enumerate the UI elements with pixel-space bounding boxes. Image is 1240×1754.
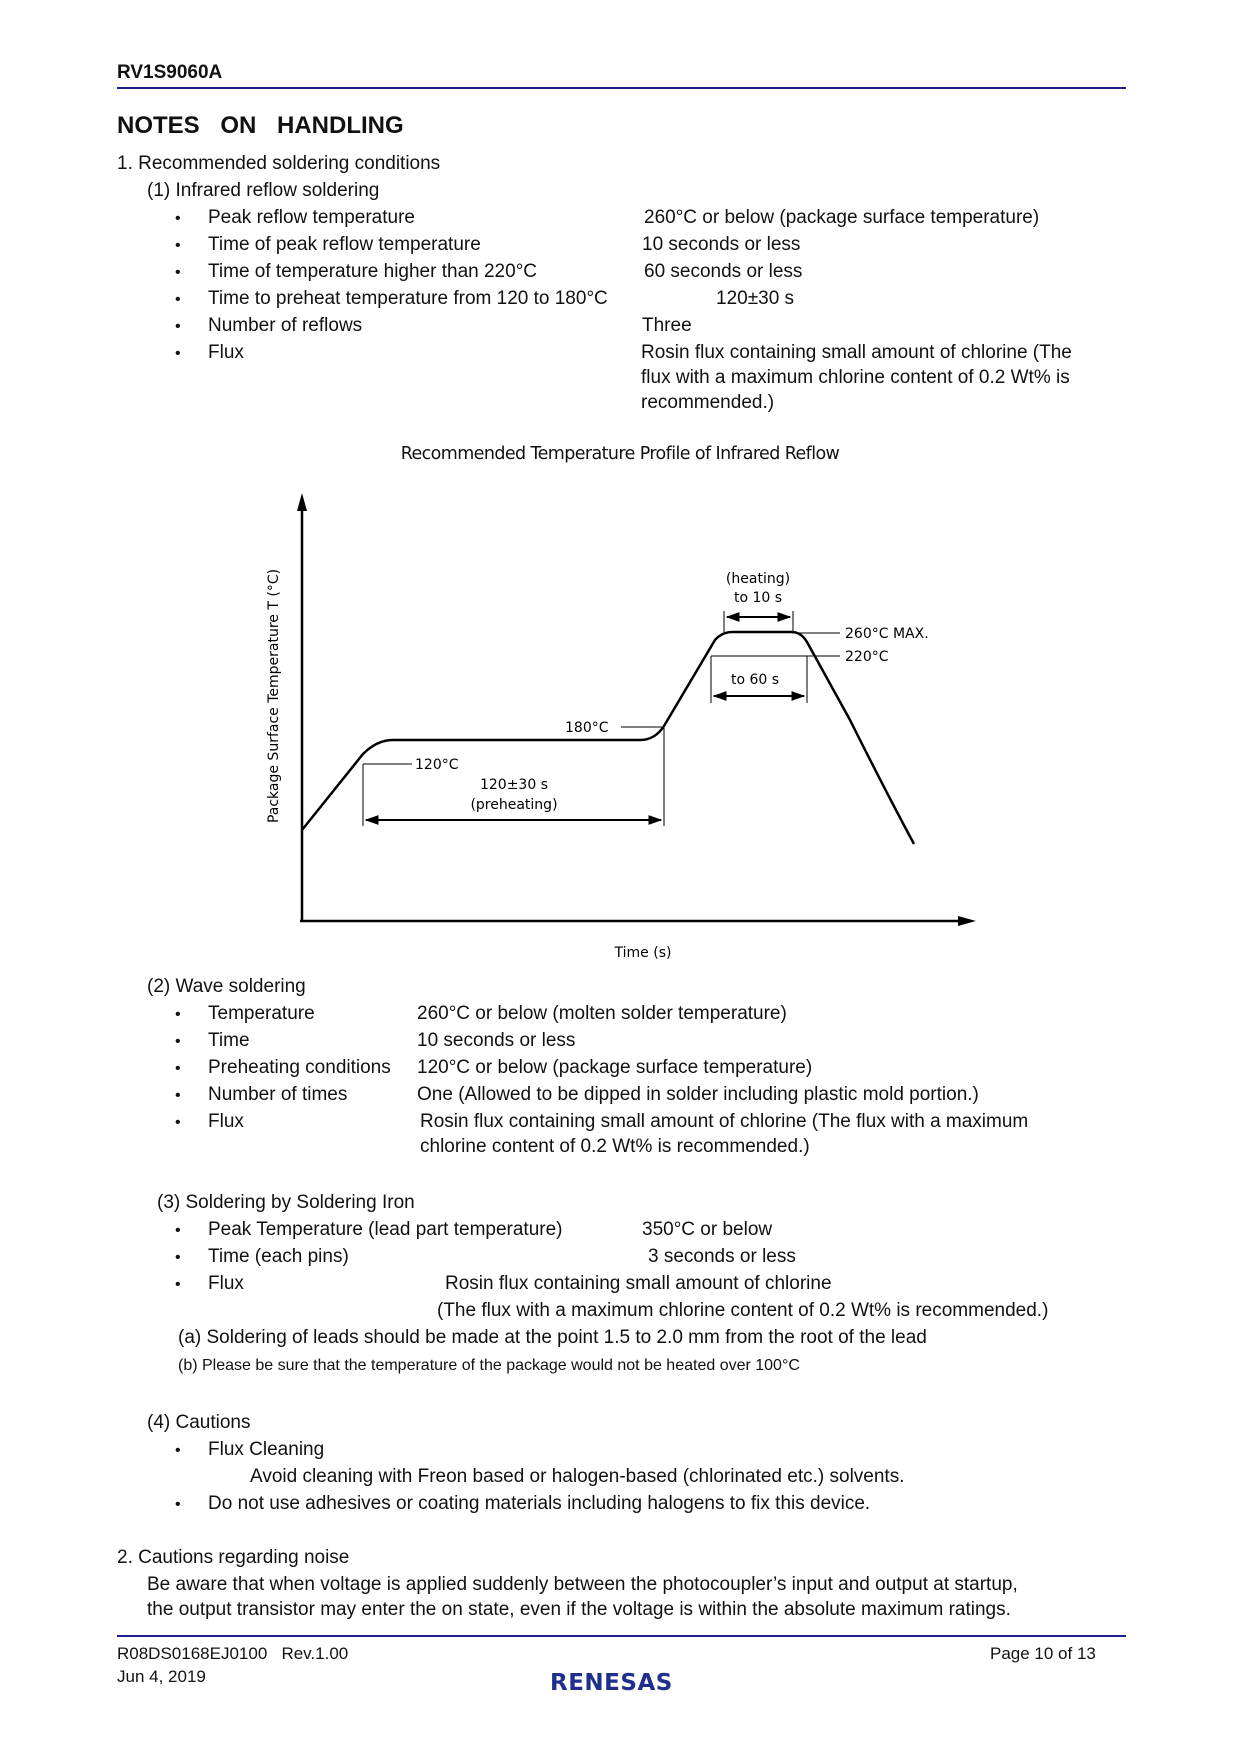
- label-heating: (heating): [725, 571, 791, 587]
- list-item-value: 260°C or below (package surface temperature): [644, 207, 1040, 228]
- label-220c: 220°C: [845, 649, 889, 665]
- list-item-value: One (Allowed to be dipped in solder including plastic mold portion.): [417, 1084, 979, 1105]
- list-item-label: Time of temperature higher than 220°C: [208, 261, 538, 282]
- label-heating-time: to 10 s: [733, 590, 783, 606]
- subsection-4-title: (4) Cautions: [147, 1412, 251, 1433]
- document-title: RV1S9060A: [117, 62, 223, 83]
- list-item-label: Time: [208, 1030, 250, 1051]
- list-item-value-cont: (The flux with a maximum chlorine content of 0.2 Wt% is recommended.): [437, 1300, 1049, 1321]
- list-item-value: 10 seconds or less: [417, 1030, 576, 1051]
- bullet-icon: •: [175, 210, 181, 227]
- revision: Rev.1.00: [281, 1644, 349, 1663]
- list-item-value: 3 seconds or less: [648, 1246, 796, 1267]
- subsection-1-title: (1) Infrared reflow soldering: [147, 180, 380, 201]
- list-item-label: Flux: [208, 1111, 244, 1132]
- list-item-label: Temperature: [208, 1003, 315, 1024]
- section-1-title: 1. Recommended soldering conditions: [117, 153, 441, 174]
- page-heading: NOTES ON HANDLING: [117, 112, 404, 139]
- list-item-value-cont: flux with a maximum chlorine content of 0.2 Wt% is: [641, 367, 1070, 388]
- bullet-icon: •: [175, 1442, 181, 1459]
- list-item-label: Flux: [208, 342, 244, 363]
- y-axis-arrow-icon: [297, 493, 307, 511]
- bullet-icon: •: [175, 1276, 181, 1293]
- page-number: Page 10 of 13: [990, 1644, 1096, 1663]
- label-120c: 120°C: [415, 757, 459, 773]
- list-item-value: 350°C or below: [642, 1219, 773, 1240]
- list-item-label: Time of peak reflow temperature: [208, 234, 481, 255]
- list-item-label: Preheating conditions: [208, 1057, 391, 1078]
- bullet-icon: •: [175, 1087, 181, 1104]
- list-item-value: 60 seconds or less: [644, 261, 803, 282]
- list-item-label: Flux Cleaning: [208, 1439, 325, 1460]
- footer-date: Jun 4, 2019: [117, 1667, 206, 1686]
- list-item-value-cont: recommended.): [641, 392, 775, 413]
- bullet-icon: •: [175, 1249, 181, 1266]
- label-260c-max: 260°C MAX.: [845, 626, 929, 642]
- list-item-detail: Avoid cleaning with Freon based or halogen-based (chlorinated etc.) solvents.: [250, 1466, 905, 1487]
- bullet-icon: •: [175, 345, 181, 362]
- bullet-icon: •: [175, 318, 181, 335]
- bullet-icon: •: [175, 1006, 181, 1023]
- label-preheat-time: 120±30 s: [479, 777, 549, 793]
- list-item-value: Rosin flux containing small amount of chlorine (The flux with a maximum: [420, 1111, 1029, 1132]
- bullet-icon: •: [175, 291, 181, 308]
- doc-number: R08DS0168EJ0100: [117, 1644, 268, 1663]
- renesas-logo: RENESAS: [550, 1670, 673, 1696]
- label-preheating: (preheating): [470, 797, 558, 813]
- list-item-label: Time to preheat temperature from 120 to 180°C: [208, 288, 608, 309]
- footer-doc-number: [117, 1644, 348, 1664]
- list-item-value: 10 seconds or less: [642, 234, 801, 255]
- label-above-220-time: to 60 s: [730, 672, 780, 688]
- x-axis-label: Time (s): [614, 945, 672, 961]
- y-axis-label: Package Surface Temperature T (°C): [266, 568, 282, 824]
- note-b: (b) Please be sure that the temperature of the package would not be heated over 100°C: [178, 1357, 800, 1374]
- list-item-label: Peak reflow temperature: [208, 207, 415, 228]
- bullet-icon: •: [175, 1114, 181, 1131]
- list-item-value: 120°C or below (package surface temperature): [417, 1057, 813, 1078]
- bullet-icon: •: [175, 237, 181, 254]
- list-item-label: Do not use adhesives or coating materials including halogens to fix this device.: [208, 1493, 871, 1514]
- section-2-line-1: Be aware that when voltage is applied suddenly between the photocoupler’s input and output at startup,: [147, 1574, 1018, 1595]
- list-item-label: Time (each pins): [208, 1246, 349, 1267]
- list-item-label: Number of times: [208, 1084, 348, 1105]
- section-2-line-2: the output transistor may enter the on state, even if the voltage is within the absolute maximum ratings.: [147, 1599, 1011, 1620]
- list-item-value-cont: chlorine content of 0.2 Wt% is recommended.): [420, 1136, 810, 1157]
- bullet-icon: •: [175, 264, 181, 281]
- list-item-label: Number of reflows: [208, 315, 363, 336]
- chart-title: Recommended Temperature Profile of Infrared Reflow: [400, 444, 840, 464]
- label-180c: 180°C: [565, 720, 609, 736]
- bullet-icon: •: [175, 1496, 181, 1513]
- list-item-label: Peak Temperature (lead part temperature): [208, 1219, 563, 1240]
- note-a: (a) Soldering of leads should be made at the point 1.5 to 2.0 mm from the root of the lead: [178, 1327, 927, 1348]
- x-axis-arrow-icon: [958, 916, 976, 926]
- bullet-icon: •: [175, 1033, 181, 1050]
- subsection-2-title: (2) Wave soldering: [147, 976, 306, 997]
- list-item-label: Flux: [208, 1273, 244, 1294]
- profile-curve: [302, 632, 914, 844]
- bullet-icon: •: [175, 1222, 181, 1239]
- list-item-value: Rosin flux containing small amount of chlorine: [445, 1273, 832, 1294]
- list-item-value: Three: [642, 315, 692, 336]
- bullet-icon: •: [175, 1060, 181, 1077]
- list-item-value: Rosin flux containing small amount of chlorine (The: [641, 342, 1072, 363]
- section-2-title: 2. Cautions regarding noise: [117, 1547, 350, 1568]
- list-item-value: 260°C or below (molten solder temperature): [417, 1003, 787, 1024]
- subsection-3-title: (3) Soldering by Soldering Iron: [157, 1192, 415, 1213]
- list-item-value: 120±30 s: [716, 288, 795, 309]
- footer-rule: [117, 1635, 1126, 1637]
